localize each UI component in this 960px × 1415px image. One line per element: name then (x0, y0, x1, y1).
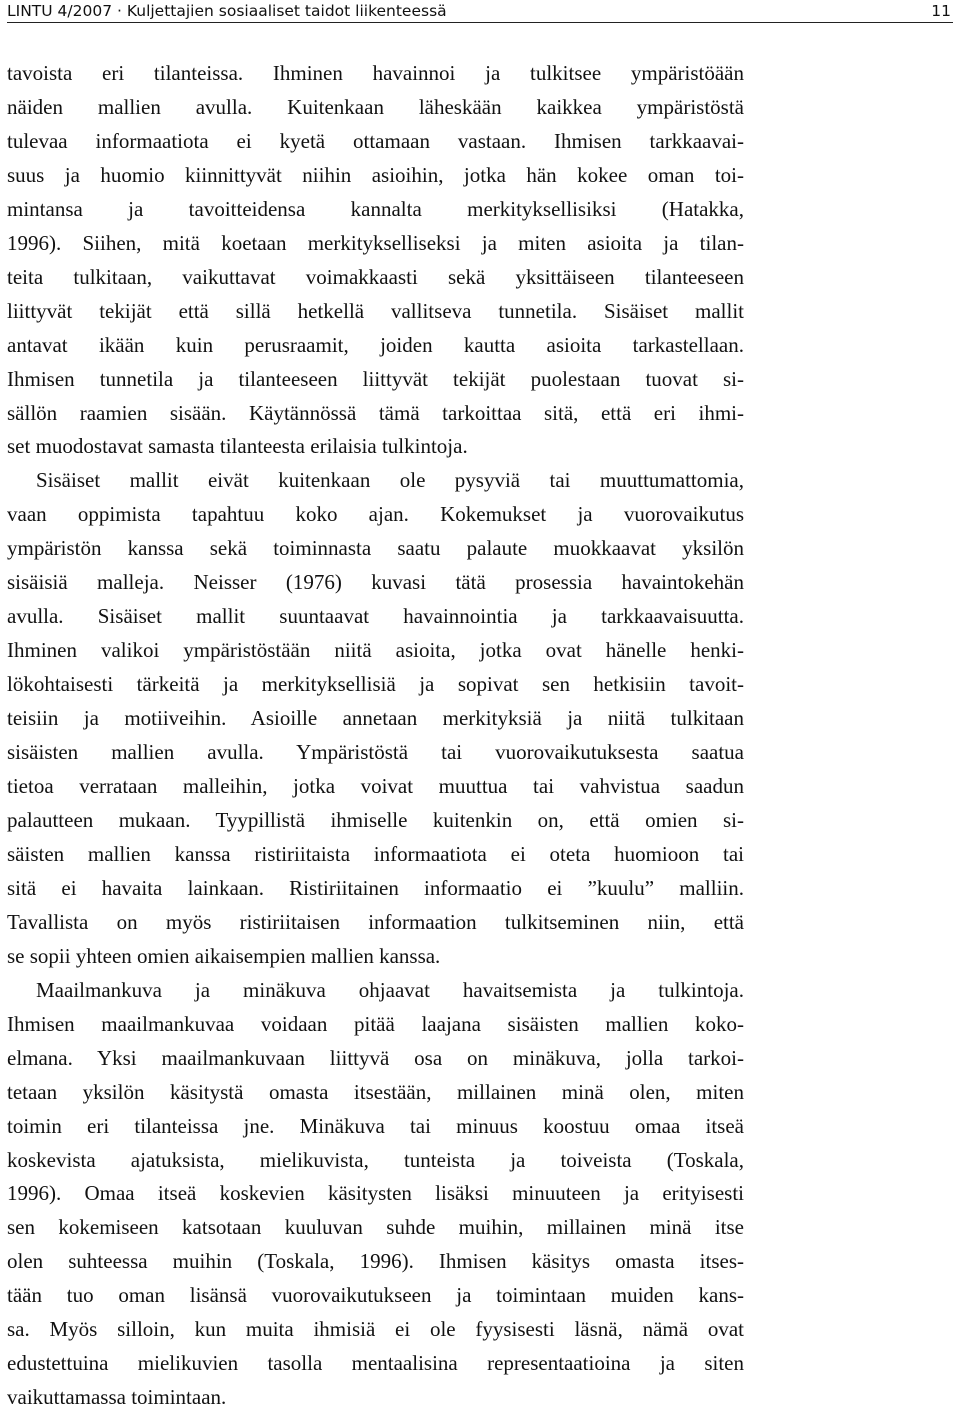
text-line: tavoista eri tilanteissa. Ihminen havainnoi ja tulkitsee ympäristöään (7, 61, 744, 85)
text-line: Tavallista on myös ristiriitaisen informaation tulkitseminen niin, että (7, 909, 744, 934)
text-line: sisäisiä malleja. Neisser (1976) kuvasi tätä prosessia havaintokehän (7, 570, 744, 595)
text-line: toimin eri tilanteissa jne. Minäkuva tai minuus koostuu omaa itseä (7, 1113, 744, 1138)
text-line: säisten mallien kanssa ristiriitaista informaatiota ei oteta huomioon tai (7, 841, 744, 866)
text-line: tään tuo oman lisänsä vuorovaikutukseen ja toimintaan muiden kans- (7, 1283, 744, 1308)
text-line: tulevaa informaatiota ei kyetä ottamaan vastaan. Ihmisen tarkkaavai- (7, 128, 744, 153)
text-line: olen suhteessa muihin (Toskala, 1996). Ihmisen käsitys omasta itses- (7, 1249, 744, 1274)
text-line: sa. Myös silloin, kun muita ihmisiä ei ole fyysisesti läsnä, nämä ovat (7, 1317, 744, 1342)
text-line: ympäristön kanssa sekä toiminnasta saatu palaute muokkaavat yksilön (7, 536, 744, 561)
text-line: suus ja huomio kiinnittyvät niihin asioihin, jotka hän kokee oman toi- (7, 162, 744, 187)
text-line: Maailmankuva ja minäkuva ohjaavat havaitsemista ja tulkintoja. (36, 977, 744, 1002)
text-line: sen kokemiseen katsotaan kuuluvan suhde muihin, millainen minä itse (7, 1215, 744, 1240)
text-line: sitä ei havaita lainkaan. Ristiriitainen informaatio ei ”kuulu” malliin. (7, 875, 744, 900)
text-line: avulla. Sisäiset mallit suuntaavat havainnointia ja tarkkaavaisuutta. (7, 604, 744, 629)
text-line: sällön raamien sisään. Käytännössä tämä tarkoittaa sitä, että eri ihmi- (7, 400, 744, 425)
text-line: 1996). Siihen, mitä koetaan merkitykselliseksi ja miten asioita ja tilan- (7, 230, 744, 255)
text-line: 1996). Omaa itseä koskevien käsitysten lisäksi minuuteen ja erityisesti (7, 1181, 744, 1206)
paragraph-2 (7, 464, 744, 973)
text-line: elmana. Yksi maailmankuvaan liittyvä osa on minäkuva, jolla tarkoi- (7, 1045, 744, 1070)
paragraph-3 (7, 974, 744, 1415)
text-line: näiden mallien avulla. Kuitenkaan läheskään kaikkea ympäristöstä (7, 94, 744, 119)
text-line: mintansa ja tavoitteidensa kannalta merkityksellisiksi (Hatakka, (7, 196, 744, 221)
page-number: 11 (931, 2, 951, 20)
text-line: tetaan yksilön käsitystä omasta itsestään, millainen minä olen, miten (7, 1079, 744, 1104)
text-line: Ihmisen tunnetila ja tilanteeseen liittyvät tekijät puolestaan tuovat si- (7, 366, 744, 391)
text-line: koskevista ajatuksista, mielikuvista, tunteista ja toiveista (Toskala, (7, 1147, 744, 1172)
text-line: set muodostavat samasta tilanteesta erilaisia tulkintoja. (7, 434, 468, 459)
text-line: teisiin ja motiiveihin. Asioille annetaan merkityksiä ja niitä tulkitaan (7, 706, 744, 731)
text-line: vaan oppimista tapahtuu koko ajan. Kokemukset ja vuorovaikutus (7, 502, 744, 527)
text-line: palautteen mukaan. Tyypillistä ihmiselle kuitenkin on, että omien si- (7, 807, 744, 832)
text-line: teita tulkitaan, vaikuttavat voimakkaasti sekä yksittäiseen tilanteeseen (7, 264, 744, 289)
text-line: liittyvät tekijät että sillä hetkellä vallitseva tunnetila. Sisäiset mallit (7, 298, 744, 323)
text-line: antavat ikään kuin perusraamit, joiden kautta asioita tarkastellaan. (7, 332, 744, 357)
paragraph-1 (7, 57, 744, 464)
text-line: se sopii yhteen omien aikaisempien mallien kanssa. (7, 943, 441, 968)
body-text (7, 57, 744, 1415)
running-header (7, 0, 953, 23)
running-header-title: LINTU 4/2007 · Kuljettajien sosiaaliset taidot liikenteessä (7, 2, 447, 20)
text-line: tietoa verrataan malleihin, jotka voivat muuttua tai vahvistua saadun (7, 774, 744, 799)
text-line: Sisäiset mallit eivät kuitenkaan ole pysyviä tai muuttumattomia, (36, 468, 744, 493)
text-line: Ihmisen maailmankuvaa voidaan pitää laajana sisäisten mallien koko- (7, 1011, 744, 1036)
text-line: vaikuttamassa toimintaan. (7, 1385, 227, 1410)
text-line: edustettuina mielikuvien tasolla mentaalisina representaatioina ja siten (7, 1351, 744, 1376)
text-line: sisäisten mallien avulla. Ympäristöstä tai vuorovaikutuksesta saatua (7, 740, 744, 765)
text-line: Ihminen valikoi ympäristöstään niitä asioita, jotka ovat hänelle henki- (7, 638, 744, 663)
text-line: lökohtaisesti tärkeitä ja merkityksellisiä ja sopivat sen hetkisiin tavoit- (7, 672, 744, 697)
